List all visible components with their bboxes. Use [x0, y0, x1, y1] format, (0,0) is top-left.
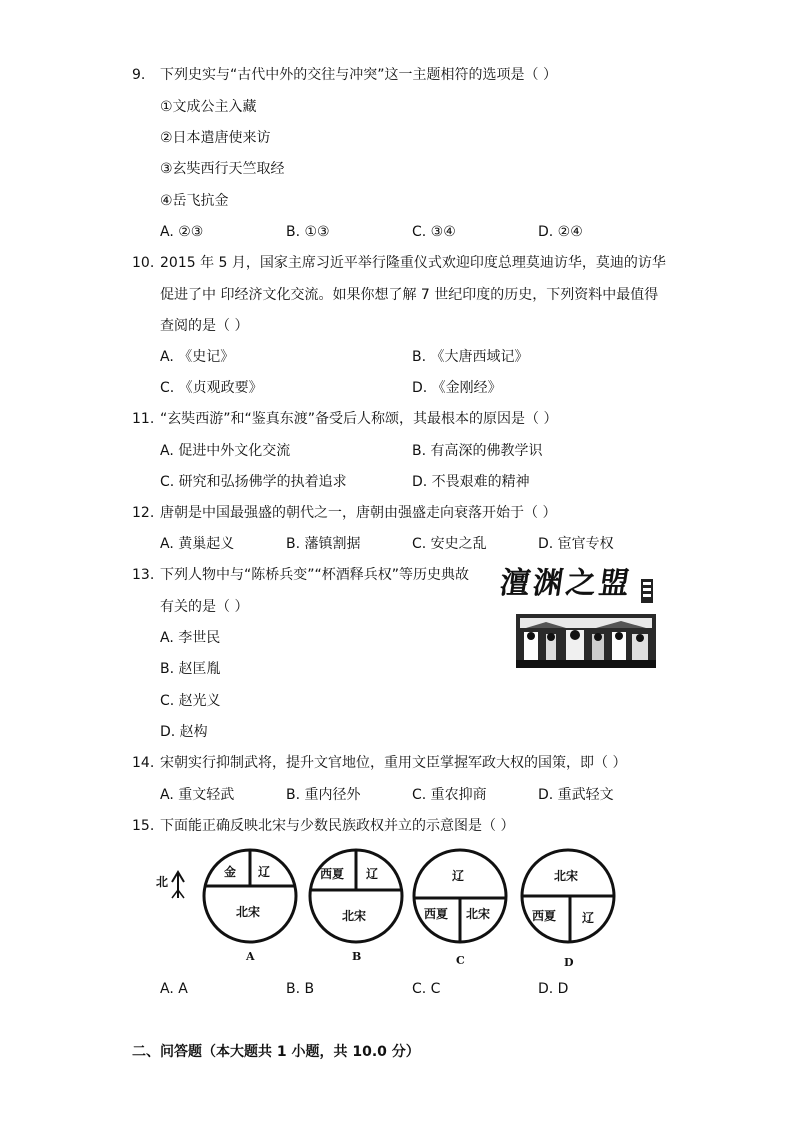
option-b: B. 有高深的佛教学识 [412, 443, 543, 459]
region-label: 北宋 [466, 907, 491, 921]
seal-icon [640, 578, 654, 604]
region-label: 北宋 [554, 869, 579, 883]
diagram-b [310, 850, 402, 963]
option-c: C. 《贞观政要》 [160, 380, 263, 396]
option-a: A. 促进中外文化交流 [160, 443, 291, 459]
option-c: C. 安史之乱 [412, 536, 487, 552]
option-c: C. ③④ [412, 224, 456, 240]
option-b: B. 重内径外 [286, 787, 361, 803]
list-item: ④岳飞抗金 [160, 193, 229, 209]
diagram-figure [150, 840, 650, 970]
question-number: 14. [132, 755, 155, 771]
list-item: ③玄奘西行天竺取经 [160, 161, 285, 177]
north-label: 北 [156, 875, 169, 889]
woodcut-scene-image [516, 614, 656, 668]
diagram-caption: C [456, 954, 465, 967]
option-c: C. 赵光义 [160, 693, 221, 709]
option-d: D. 宦官专权 [538, 536, 614, 552]
option-d: D. 不畏艰难的精神 [412, 474, 530, 490]
diagram-caption: A [246, 950, 255, 963]
region-label: 西夏 [424, 907, 449, 921]
section-title: 二、问答题（本大题共 1 小题，共 10.0 分） [132, 1044, 420, 1060]
question-number: 12. [132, 505, 155, 521]
diagram-caption: B [352, 950, 362, 963]
north-arrow-icon [172, 872, 184, 898]
region-label: 西夏 [320, 867, 345, 881]
region-label: 金 [224, 865, 237, 879]
illustration-chanyuan-treaty [498, 566, 658, 674]
region-label: 北宋 [342, 909, 367, 923]
question-stem: 宋朝实行抑制武将，提升文官地位，重用文臣掌握军政大权的国策，即（ ） [160, 755, 627, 771]
list-item: ②日本遣唐使来访 [160, 130, 271, 146]
diagram-d [522, 850, 614, 969]
question-stem: 唐朝是中国最强盛的朝代之一，唐朝由强盛走向衰落开始于（ ） [160, 505, 557, 521]
question-stem: 下列人物中与“陈桥兵变”“杯酒释兵权”等历史典故 [160, 567, 470, 583]
option-c: C. C [412, 981, 441, 997]
option-b: B. 《大唐西域记》 [412, 349, 529, 365]
question-stem: “玄奘西游”和“鉴真东渡”备受后人称颂，其最根本的原因是（ ） [160, 411, 558, 427]
question-stem: 下面能正确反映北宋与少数民族政权并立的示意图是（ ） [160, 818, 515, 834]
question-number: 15. [132, 818, 155, 834]
calligraphy-title: 澶渊之盟 [497, 566, 635, 601]
question-stem: 查阅的是（ ） [160, 318, 249, 334]
region-label: 辽 [366, 867, 379, 881]
option-a: A. 《史记》 [160, 349, 235, 365]
list-item: ①文成公主入藏 [160, 99, 257, 115]
option-d: D. D [538, 981, 569, 997]
option-a: A. ②③ [160, 224, 204, 240]
question-stem: 下列史实与“古代中外的交往与冲突”这一主题相符的选项是（ ） [160, 67, 557, 83]
option-d: D. 《金刚经》 [412, 380, 502, 396]
option-c: C. 研究和弘扬佛学的执着追求 [160, 474, 347, 490]
question-number: 9. [132, 67, 146, 83]
question-number: 13. [132, 567, 155, 583]
region-label: 辽 [452, 869, 465, 883]
question-number: 11. [132, 411, 155, 427]
region-label: 北宋 [236, 905, 261, 919]
region-label: 辽 [258, 865, 271, 879]
region-label: 西夏 [532, 909, 557, 923]
option-b: B. 赵匡胤 [160, 661, 221, 677]
diagram-caption: D [564, 956, 574, 969]
option-a: A. 李世民 [160, 630, 221, 646]
option-b: B. 藩镇割据 [286, 536, 361, 552]
option-a: A. 黄巢起义 [160, 536, 235, 552]
question-stem: 促进了中 印经济文化交流。如果你想了解 7 世纪印度的历史，下列资料中最值得 [160, 287, 659, 303]
diagram-c [414, 850, 506, 967]
option-d: D. ②④ [538, 224, 583, 240]
option-a: A. A [160, 981, 188, 997]
question-number: 10. [132, 255, 155, 271]
diagram-a [204, 850, 296, 963]
region-label: 辽 [582, 911, 595, 925]
option-b: B. ①③ [286, 224, 330, 240]
option-b: B. B [286, 981, 315, 997]
question-stem: 2015 年 5 月，国家主席习近平举行隆重仪式欢迎印度总理莫迪访华，莫迪的访华 [160, 255, 666, 271]
option-d: D. 赵构 [160, 724, 208, 740]
question-stem: 有关的是（ ） [160, 599, 249, 615]
option-d: D. 重武轻文 [538, 787, 614, 803]
option-a: A. 重文轻武 [160, 787, 235, 803]
option-c: C. 重农抑商 [412, 787, 487, 803]
